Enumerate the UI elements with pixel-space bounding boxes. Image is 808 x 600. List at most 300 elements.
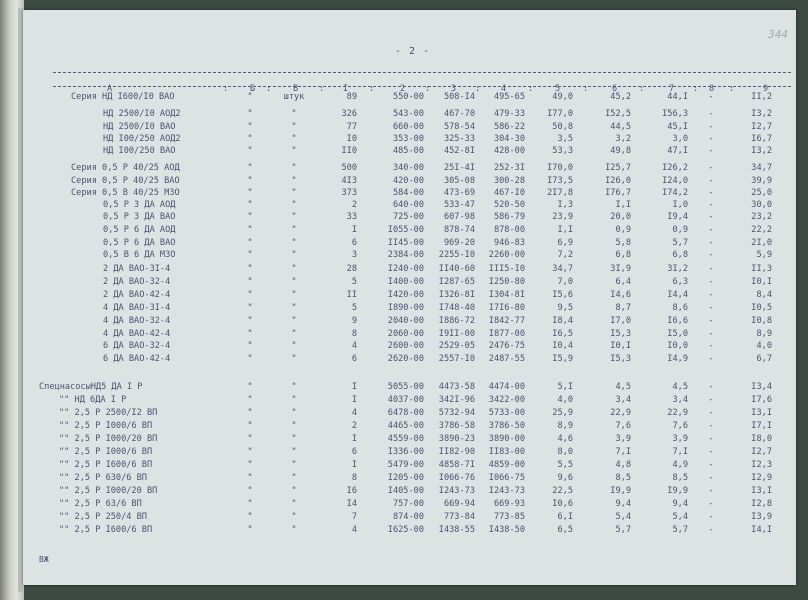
cell-c5: 3,5 — [557, 134, 573, 144]
cell-c5: 49,0 — [552, 92, 573, 102]
cell-c4: 2260-00 — [488, 250, 525, 260]
cell-c7: I26,2 — [662, 163, 688, 173]
cell-c5: 25,9 — [552, 408, 573, 418]
cell-v: " — [291, 122, 297, 132]
table-row — [23, 238, 796, 249]
cell-c8: - — [708, 316, 714, 326]
cell-c3: I287-65 — [438, 277, 475, 287]
cell-v: " — [291, 134, 297, 144]
row-name: "" 2,5 Р I000/20 ВП — [59, 486, 158, 496]
table-row — [23, 303, 796, 314]
cell-c3: 3890-23 — [438, 434, 475, 444]
cell-c9: 34,7 — [751, 163, 772, 173]
cell-c9: I2,7 — [751, 122, 772, 132]
cell-c4: I250-80 — [488, 277, 525, 287]
row-name: 0,5 Р 3 ДА ВАО — [103, 212, 176, 222]
cell-c6: I4,6 — [610, 290, 631, 300]
cell-c8: - — [708, 473, 714, 483]
cell-c2: 4037-00 — [387, 395, 424, 405]
cell-b: " — [247, 525, 253, 535]
cell-c2: 550-00 — [392, 92, 424, 102]
cell-c3: 578-54 — [443, 122, 475, 132]
header-col-b: Б — [250, 84, 256, 94]
cell-c2: 340-00 — [392, 163, 424, 173]
cell-c1: 8 — [351, 329, 357, 339]
cell-c5: 6,I — [557, 512, 573, 522]
cell-c2: I336-00 — [387, 447, 424, 457]
cell-c4: I7I6-80 — [488, 303, 525, 313]
cell-c9: 2I,0 — [751, 238, 772, 248]
header-separator: : — [223, 84, 229, 94]
cell-c9: I3,4 — [751, 382, 772, 392]
cell-c7: I6,6 — [667, 316, 688, 326]
cell-c3: 4473-58 — [438, 382, 475, 392]
cell-c6: 7,6 — [615, 421, 631, 431]
cell-c6: 6,4 — [615, 277, 631, 287]
cell-c8: - — [708, 238, 714, 248]
cell-c4: I304-8I — [488, 290, 525, 300]
cell-c1: I6 — [346, 486, 357, 496]
table-row — [23, 176, 796, 187]
cell-c8: - — [708, 341, 714, 351]
cell-c6: 22,9 — [610, 408, 631, 418]
cell-c4: I842-77 — [488, 316, 525, 326]
table-row — [23, 354, 796, 365]
cell-v: " — [291, 329, 297, 339]
cell-b: " — [247, 434, 253, 444]
cell-c9: 39,9 — [751, 176, 772, 186]
cell-c3: 508-I4 — [443, 92, 475, 102]
document-sheet — [23, 10, 796, 585]
cell-c6: I0,I — [610, 341, 631, 351]
cell-b: " — [247, 109, 253, 119]
cell-c1: 2 — [351, 421, 357, 431]
cell-c2: 6478-00 — [387, 408, 424, 418]
row-name: 0,5 Р 3 ДА АОД — [103, 200, 176, 210]
cell-v: " — [291, 473, 297, 483]
cell-c1: I4 — [346, 499, 357, 509]
cell-c2: 725-00 — [392, 212, 424, 222]
table-row — [23, 188, 796, 199]
cell-c9: I4,I — [751, 525, 772, 535]
cell-b: " — [247, 290, 253, 300]
cell-c8: - — [708, 163, 714, 173]
cell-v: " — [291, 146, 297, 156]
cell-v: " — [291, 341, 297, 351]
row-name: "" 2,5 Р 63/6 ВП — [59, 499, 142, 509]
cell-c5: 7,0 — [557, 277, 573, 287]
cell-c3: 878-74 — [443, 225, 475, 235]
cell-b: " — [247, 92, 253, 102]
header-separator: : — [528, 84, 534, 94]
cell-c8: - — [708, 460, 714, 470]
cell-v: " — [291, 447, 297, 457]
cell-c9: I0,I — [751, 277, 772, 287]
header-col-2: 2 — [400, 84, 406, 94]
cell-c9: 6,7 — [756, 354, 772, 364]
row-name: 2 ДА ВАО-32-4 — [103, 277, 171, 287]
cell-b: " — [247, 316, 253, 326]
cell-c4: II83-00 — [488, 447, 525, 457]
cell-c1: 4 — [351, 408, 357, 418]
cell-c2: 640-00 — [392, 200, 424, 210]
cell-c4: 300-28 — [493, 176, 525, 186]
cell-c5: I77,0 — [547, 109, 573, 119]
cell-c9: 22,2 — [751, 225, 772, 235]
table-row — [23, 92, 796, 103]
cell-b: " — [247, 122, 253, 132]
cell-b: " — [247, 512, 253, 522]
cell-b: " — [247, 146, 253, 156]
cell-c7: 3,9 — [672, 434, 688, 444]
cell-c8: - — [708, 250, 714, 260]
cell-c8: - — [708, 499, 714, 509]
cell-b: " — [247, 134, 253, 144]
cell-c5: 6,5 — [557, 525, 573, 535]
header-separator: : — [639, 84, 645, 94]
cell-v: " — [291, 354, 297, 364]
table-row — [23, 434, 796, 445]
cell-b: " — [247, 303, 253, 313]
table-row — [23, 290, 796, 301]
cell-c8: - — [708, 382, 714, 392]
cell-c3: 4858-7I — [438, 460, 475, 470]
cell-c1: I — [351, 225, 357, 235]
row-name: Серия НД I600/I0 ВАО — [71, 92, 175, 102]
cell-c7: 9,4 — [672, 499, 688, 509]
cell-v: " — [291, 200, 297, 210]
cell-c2: 420-00 — [392, 176, 424, 186]
cell-c5: 7,2 — [557, 250, 573, 260]
row-name: СпецнасосыНД5 ДА I Р — [39, 382, 143, 392]
row-name: "" 2,5 Р I600/6 ВП — [59, 525, 153, 535]
cell-b: " — [247, 264, 253, 274]
cell-v: " — [291, 512, 297, 522]
cell-b: " — [247, 200, 253, 210]
cell-c6: I7,0 — [610, 316, 631, 326]
cell-c3: I886-72 — [438, 316, 475, 326]
cell-c1: 28 — [346, 264, 357, 274]
cell-c1: 5 — [351, 303, 357, 313]
cell-c4: 586-22 — [493, 122, 525, 132]
cell-c1: 500 — [341, 163, 357, 173]
cell-c4: 878-00 — [493, 225, 525, 235]
cell-c8: - — [708, 212, 714, 222]
page-number: - 2 - — [395, 46, 431, 57]
footer-mark: ВЖ — [39, 555, 49, 564]
cell-c2: 660-00 — [392, 122, 424, 132]
cell-c4: 3422-00 — [488, 395, 525, 405]
cell-c2: 2384-00 — [387, 250, 424, 260]
cell-b: " — [247, 460, 253, 470]
cell-c2: I240-00 — [387, 264, 424, 274]
cell-c1: 326 — [341, 109, 357, 119]
cell-c2: I205-00 — [387, 473, 424, 483]
cell-c7: I24,0 — [662, 176, 688, 186]
cell-c5: 6,9 — [557, 238, 573, 248]
row-name: Серия 0,5 Р 40/25 АОД — [71, 163, 180, 173]
cell-c6: I5,3 — [610, 329, 631, 339]
cell-c2: I890-00 — [387, 303, 424, 313]
cell-c7: 8,5 — [672, 473, 688, 483]
cell-c5: 53,3 — [552, 146, 573, 156]
cell-c7: I5,0 — [667, 329, 688, 339]
cell-c3: 2557-I0 — [438, 354, 475, 364]
row-name: 6 ДА ВАО-42-4 — [103, 354, 171, 364]
cell-c3: 2529-05 — [438, 341, 475, 351]
cell-c5: I,3 — [557, 200, 573, 210]
cell-c4: I243-73 — [488, 486, 525, 496]
cell-c1: 4 — [351, 341, 357, 351]
row-name: НД I00/250 АОД2 — [103, 134, 181, 144]
cell-c2: 2060-00 — [387, 329, 424, 339]
cell-c2: I400-00 — [387, 277, 424, 287]
cell-c6: 5,4 — [615, 512, 631, 522]
row-name: Серия 0,5 Р 40/25 ВАО — [71, 176, 180, 186]
cell-c2: 2620-00 — [387, 354, 424, 364]
cell-c2: I055-00 — [387, 225, 424, 235]
cell-c5: 23,9 — [552, 212, 573, 222]
header-top-rule — [53, 72, 791, 73]
cell-v: " — [291, 316, 297, 326]
cell-c9: 25,0 — [751, 188, 772, 198]
cell-c8: - — [708, 122, 714, 132]
cell-c7: I4,9 — [667, 354, 688, 364]
cell-c5: 4,6 — [557, 434, 573, 444]
row-name: "" 2,5 Р 2500/I2 ВП — [59, 408, 158, 418]
cell-c8: - — [708, 176, 714, 186]
cell-b: " — [247, 408, 253, 418]
table-row — [23, 122, 796, 133]
cell-c2: 584-00 — [392, 188, 424, 198]
cell-c8: - — [708, 421, 714, 431]
cell-c5: I,I — [557, 225, 573, 235]
cell-v: " — [291, 225, 297, 235]
cell-c9: I2,9 — [751, 473, 772, 483]
cell-c4: 304-30 — [493, 134, 525, 144]
cell-b: " — [247, 238, 253, 248]
cell-c6: 3,2 — [615, 134, 631, 144]
cell-c2: II45-00 — [387, 238, 424, 248]
cell-c6: 44,5 — [610, 122, 631, 132]
cell-c4: 4859-00 — [488, 460, 525, 470]
header-col-6: 6 — [612, 84, 618, 94]
cell-c1: 373 — [341, 188, 357, 198]
table-row — [23, 225, 796, 236]
cell-c4: III5-I0 — [488, 264, 525, 274]
cell-c3: 969-20 — [443, 238, 475, 248]
cell-c1: 5 — [351, 277, 357, 287]
cell-c7: 8,6 — [672, 303, 688, 313]
cell-v: " — [291, 277, 297, 287]
cell-c4: 428-00 — [493, 146, 525, 156]
cell-c5: I0,6 — [552, 499, 573, 509]
cell-c5: 5,I — [557, 382, 573, 392]
table-row — [23, 146, 796, 157]
cell-c8: - — [708, 188, 714, 198]
cell-c9: I2,7 — [751, 447, 772, 457]
cell-c8: - — [708, 290, 714, 300]
cell-v: " — [291, 163, 297, 173]
header-col-8: 8 — [709, 84, 715, 94]
cell-v: " — [291, 176, 297, 186]
cell-c6: 3I,9 — [610, 264, 631, 274]
cell-c3: 2255-I0 — [438, 250, 475, 260]
cell-c4: 2476-75 — [488, 341, 525, 351]
cell-b: " — [247, 329, 253, 339]
cell-c7: 5,7 — [672, 525, 688, 535]
table-row — [23, 382, 796, 393]
table-row — [23, 277, 796, 288]
cell-c3: I326-8I — [438, 290, 475, 300]
cell-v: " — [291, 188, 297, 198]
cell-c2: 4559-00 — [387, 434, 424, 444]
cell-c4: 495-65 — [493, 92, 525, 102]
cell-c9: I3,2 — [751, 146, 772, 156]
cell-c3: 773-84 — [443, 512, 475, 522]
cell-c4: 586-79 — [493, 212, 525, 222]
header-col-5: 5 — [555, 84, 561, 94]
cell-c1: 8 — [351, 473, 357, 483]
cell-b: " — [247, 212, 253, 222]
cell-c9: I6,7 — [751, 134, 772, 144]
cell-v: " — [291, 238, 297, 248]
cell-c9: I7,I — [751, 421, 772, 431]
header-separator: : — [266, 84, 272, 94]
cell-c7: I9,4 — [667, 212, 688, 222]
cell-c7: I74,2 — [662, 188, 688, 198]
cell-c3: I438-55 — [438, 525, 475, 535]
cell-c6: 0,9 — [615, 225, 631, 235]
table-row — [23, 109, 796, 120]
row-name: "" 2,5 Р I000/6 ВП — [59, 447, 153, 457]
cell-c6: 4,8 — [615, 460, 631, 470]
cell-c1: 4 — [351, 525, 357, 535]
cell-c4: 773-85 — [493, 512, 525, 522]
cell-c2: 2040-00 — [387, 316, 424, 326]
cell-c6: I26,0 — [605, 176, 631, 186]
cell-c7: I,0 — [672, 200, 688, 210]
cell-c7: 47,I — [667, 146, 688, 156]
row-name: 4 ДА ВАО-42-4 — [103, 329, 171, 339]
cell-c5: I8,4 — [552, 316, 573, 326]
cell-c2: I625-00 — [387, 525, 424, 535]
cell-c7: I9,9 — [667, 486, 688, 496]
cell-v: " — [291, 434, 297, 444]
cell-c7: 6,3 — [672, 277, 688, 287]
cell-c3: 3786-58 — [438, 421, 475, 431]
cell-c4: 520-50 — [493, 200, 525, 210]
cell-c2: I405-00 — [387, 486, 424, 496]
cell-c4: 252-3I — [493, 163, 525, 173]
cell-c7: I0,0 — [667, 341, 688, 351]
cell-c8: - — [708, 146, 714, 156]
cell-c9: 23,2 — [751, 212, 772, 222]
cell-c7: 44,I — [667, 92, 688, 102]
cell-c7: 3,4 — [672, 395, 688, 405]
table-row — [23, 512, 796, 523]
table-row — [23, 447, 796, 458]
cell-v: " — [291, 250, 297, 260]
cell-c1: 6 — [351, 238, 357, 248]
cell-c7: 7,6 — [672, 421, 688, 431]
cell-c9: I2,3 — [751, 460, 772, 470]
cell-c5: 8,9 — [557, 421, 573, 431]
cell-c6: 6,8 — [615, 250, 631, 260]
cell-c6: I25,7 — [605, 163, 631, 173]
cell-c8: - — [708, 200, 714, 210]
cell-v: " — [291, 499, 297, 509]
table-row — [23, 525, 796, 536]
cell-v: " — [291, 303, 297, 313]
cell-b: " — [247, 421, 253, 431]
cell-c4: 946-83 — [493, 238, 525, 248]
header-separator: : — [319, 84, 325, 94]
cell-c6: 3,4 — [615, 395, 631, 405]
cell-b: " — [247, 188, 253, 198]
cell-v: " — [291, 486, 297, 496]
cell-c8: - — [708, 92, 714, 102]
cell-c8: - — [708, 225, 714, 235]
cell-c1: 4I3 — [341, 176, 357, 186]
cell-c7: 5,7 — [672, 238, 688, 248]
cell-c2: 5479-00 — [387, 460, 424, 470]
cell-c4: 669-93 — [493, 499, 525, 509]
cell-c6: 8,5 — [615, 473, 631, 483]
cell-c3: I066-76 — [438, 473, 475, 483]
cell-b: " — [247, 163, 253, 173]
row-name: 4 ДА ВАО-3I-4 — [103, 303, 171, 313]
row-name: "" 2,5 Р 630/6 ВП — [59, 473, 147, 483]
row-name: 2 ДА ВАО-42-4 — [103, 290, 171, 300]
cell-c6: 5,8 — [615, 238, 631, 248]
cell-c1: II0 — [341, 146, 357, 156]
table-row — [23, 212, 796, 223]
table-row — [23, 408, 796, 419]
cell-c1: 7 — [351, 512, 357, 522]
cell-c6: 8,7 — [615, 303, 631, 313]
cell-v: " — [291, 421, 297, 431]
cell-c8: - — [708, 329, 714, 339]
cell-v: " — [291, 408, 297, 418]
row-name: 4 ДА ВАО-32-4 — [103, 316, 171, 326]
cell-c3: 325-33 — [443, 134, 475, 144]
cell-c1: I — [351, 382, 357, 392]
cell-c2: 543-00 — [392, 109, 424, 119]
cell-c6: I5,3 — [610, 354, 631, 364]
row-name: "" 2,5 Р I000/20 ВП — [59, 434, 158, 444]
cell-c1: 6 — [351, 447, 357, 457]
row-name: 0,5 Р 6 ДА ВАО — [103, 238, 176, 248]
cell-b: " — [247, 395, 253, 405]
cell-c4: 3786-50 — [488, 421, 525, 431]
table-row — [23, 460, 796, 471]
cell-b: " — [247, 499, 253, 509]
cell-c4: 467-I0 — [493, 188, 525, 198]
pencil-note: 344 — [768, 28, 788, 41]
cell-c1: I — [351, 460, 357, 470]
cell-c8: - — [708, 264, 714, 274]
cell-b: " — [247, 225, 253, 235]
cell-c1: I — [351, 434, 357, 444]
cell-v: штук — [283, 92, 305, 102]
cell-c9: I3,2 — [751, 109, 772, 119]
cell-c9: 4,0 — [756, 341, 772, 351]
cell-c4: 2487-55 — [488, 354, 525, 364]
cell-c1: 6 — [351, 354, 357, 364]
cell-c4: 5733-00 — [488, 408, 525, 418]
table-row — [23, 163, 796, 174]
